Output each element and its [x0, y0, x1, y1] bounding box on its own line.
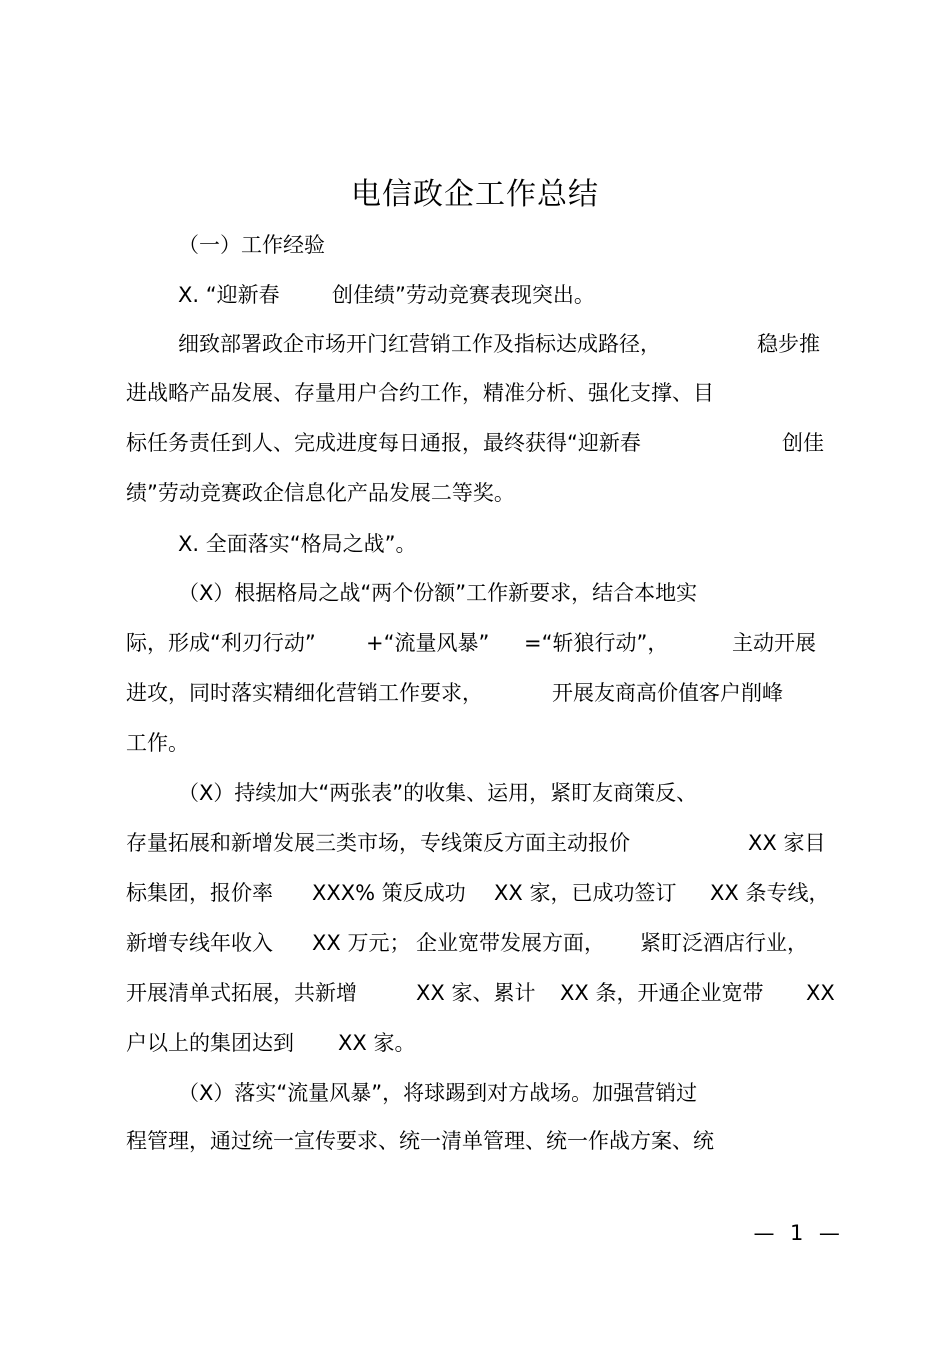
item2-a-line4: 工作。 — [126, 731, 189, 755]
item1-para-line1-a: 细致部署政企市场开门红营销工作及指标达成路径， — [178, 332, 661, 356]
item2-b-line3-b: XXX% 策反成功 — [312, 881, 466, 905]
item2-b-line6-b: XX 家。 — [338, 1031, 416, 1055]
item2-b-line2-a: 存量拓展和新增发展三类市场，专线策反方面主动报价 — [126, 831, 630, 855]
item2-b-line4-d: 紧盯泛酒店行业， — [640, 931, 808, 955]
item2-c-line1: （X）落实“流量风暴”，将球踢到对方战场。加强营销过 — [178, 1081, 698, 1105]
item2-a-line1: （X）根据格局之战“两个份额”工作新要求，结合本地实 — [178, 581, 698, 605]
item1-para-line4: 绩”劳动竞赛政企信息化产品发展二等奖。 — [126, 481, 515, 505]
item2-b-line4-c: 企业宽带发展方面， — [416, 931, 605, 955]
page-number: 1 — [790, 1221, 804, 1245]
document-title: 电信政企工作总结 — [351, 177, 599, 212]
item2-a-line2-c: =“斩狼行动”， — [524, 631, 669, 655]
section-heading: （一）工作经验 — [178, 233, 325, 257]
page-number-dash-left: — — [753, 1221, 775, 1245]
item2-b-line3-c: XX 家，已成功签订 — [494, 881, 677, 905]
item2-b-line3-a: 标集团，报价率 — [126, 881, 273, 905]
item2-b-line2-b: XX 家目 — [748, 831, 826, 855]
page-number-footer — [752, 1218, 841, 1248]
item1-heading-part-b: 创佳绩”劳动竞赛表现突出。 — [332, 283, 595, 307]
item2-a-line2-b: +“流量风暴” — [366, 631, 490, 655]
item2-b-line5-c: XX 条，开通企业宽带 — [560, 981, 764, 1005]
item2-b-line4-a: 新增专线年收入 — [126, 931, 273, 955]
item1-para-line3-b: 创佳 — [782, 431, 824, 455]
item2-b-line6-a: 户以上的集团达到 — [126, 1031, 294, 1055]
item2-a-line2-d: 主动开展 — [732, 631, 816, 655]
item1-para-line1-b: 稳步推 — [757, 332, 820, 356]
item2-b-line3-d: XX 条专线， — [710, 881, 830, 905]
item2-a-line2-a: 际，形成“利刃行动” — [126, 631, 316, 655]
item2-heading: X. 全面落实“格局之战”。 — [178, 532, 417, 556]
page-number-dash-right: — — [818, 1221, 840, 1245]
item2-a-line3-a: 进攻，同时落实精细化营销工作要求， — [126, 681, 483, 705]
item2-b-line5-b: XX 家、累计 — [416, 981, 536, 1005]
item2-a-line3-b: 开展友商高价值客户削峰 — [552, 681, 783, 705]
item2-b-line5-a: 开展清单式拓展，共新增 — [126, 981, 357, 1005]
item2-b-line4-b: XX 万元； — [312, 931, 411, 955]
item2-b-line1: （X）持续加大“两张表”的收集、运用，紧盯友商策反、 — [178, 781, 698, 805]
item1-heading-part-a: X. “迎新春 — [178, 283, 280, 307]
item2-b-line5-d: XX — [806, 981, 835, 1005]
item1-para-line3-a: 标任务责任到人、完成进度每日通报，最终获得“迎新春 — [126, 431, 641, 455]
item1-para-line2: 进战略产品发展、存量用户合约工作，精准分析、强化支撑、目 — [126, 381, 714, 405]
item2-c-line2: 程管理，通过统一宣传要求、统一清单管理、统一作战方案、统 — [126, 1129, 714, 1153]
